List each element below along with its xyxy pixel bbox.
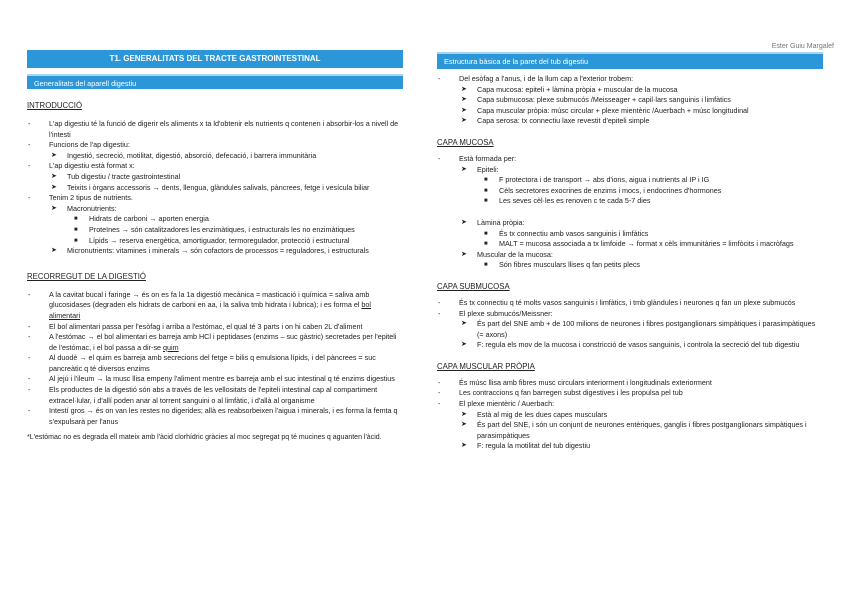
square-bullet-icon: ■ [484,241,488,248]
list-item: - Està formada per: [438,153,517,163]
square-bullet-icon: ■ [74,226,78,233]
list-item: - A l'estómac → el bol alimentari es barreja amb HCl i peptidases (enzims – suc gàstric) secretades per l'epiteli de l'estómac, i el bol passa a dir-se quim [28,332,397,352]
subtitle-bar [27,74,403,89]
mucosa-list [437,154,823,271]
square-bullet-icon: ■ [484,230,488,237]
submucosa-list [437,298,823,351]
list-item: ■ F protectora i de transport → abs d'ions, aigua i nutrients al IP i IG [484,175,710,185]
arrow-bullet-icon: ➤ [461,117,467,125]
muscular-list [437,378,823,452]
list-item: - A la cavitat bucal i faringe → és on es fa la 1a digestió mecànica = masticació i química = saliva amb glucosidases (degraden els hidrats de carboni en aa, i la saliva tmb hidrata i lubrica); i es forma el bol alimentari [28,289,372,320]
muscular-heading: CAPA MUSCULAR PRÒPIA [437,361,535,371]
list-item: ➤ Micronutrients: vitamines i minerals → són cofactors de processos = reguladores, i estructurals [51,246,369,256]
arrow-bullet-icon: ➤ [51,151,57,159]
list-item: ■ MALT = mucosa associada a tx limfoide → format x cèls immunitàries = limfòcits i macròfags [484,239,794,249]
arrow-bullet-icon: ➤ [51,247,57,255]
list-item: ➤ Tub digestiu / tracte gastrointestinal [51,171,181,181]
square-bullet-icon: ■ [74,237,78,244]
list-item: ➤ Capa muscular pròpia: músc circular + plexe mientèric /Auerbach + músc longitudinal [461,105,749,115]
subtitle: Generalitats del aparell digestiu [34,79,137,88]
list-item: ■ Són fibres musculars llises q fan petits plecs [484,260,641,270]
intro-heading: INTRODUCCIÓ [27,101,83,110]
list-item: - El bol alimentari passa per l'esòfag i arriba a l'estómac, el qual té 3 parts i on hi caben 2L d'aliment [28,321,363,331]
footnote: *L'estómac no es degrada ell mateix amb l'àcid clorhídric gràcies al moc segregat pq té mucines q aguanten l'àcid. [27,434,382,442]
list-item: ■ Hidrats de carboni → aporten energia [74,214,209,224]
main-title: T1. GENERALITATS DEL TRACTE GASTROINTESTINAL [109,54,321,63]
list-item: ■ Cèls secretores exocrines de enzims i mocs, i endocrines d'hormones [484,185,722,195]
list-item: - L'ap digestiu té la funció de digerir els aliments x ta ld'obtenir els nutrients q contenen i absorbir-los a nivell de l'intesti [28,119,399,139]
main-title-bar [27,50,403,68]
list-item: ➤ És part del SNE amb + de 100 milions de neurones i fibres postganglionars simpàtiques i parasimpàtiques (= axons) [461,319,816,339]
list-item: - Les contraccions q fan barregen subst digestives i les propulsa pel tub [438,388,683,398]
list-item: - El plexe mientèric / Auerbach: [438,399,555,409]
list-item: ➤ Capa serosa: tx connectiu laxe revestit d'epiteli simple [461,116,650,126]
list-item: ■ És tx connectiu amb vasos sanguinis i limfàtics [484,228,649,238]
arrow-bullet-icon: ➤ [461,96,467,104]
list-item: ➤ F: regula la motilitat del tub digestiu [461,441,591,451]
square-bullet-icon: ■ [484,187,488,194]
digestion-list [27,290,403,428]
square-bullet-icon: ■ [484,262,488,269]
arrow-bullet-icon: ➤ [461,442,467,450]
square-bullet-icon: ■ [74,216,78,223]
list-item: - Al duodè → el quim es barreja amb secrecions del fetge = bilis q emulsiona lípids, i del pàncrees = suc pancreàtic q té diversos enzims [28,353,376,373]
structure-title: Estructura bàsica de la paret del tub digestiu [444,57,588,66]
list-item: - Tenim 2 tipus de nutrients. [28,193,133,203]
structure-list [437,74,823,127]
list-item: ➤ Teixits i òrgans accessoris → dents, llengua, glàndules salivals, pàncrees, fetge i vesícula biliar [51,182,370,192]
arrow-bullet-icon: ➤ [461,106,467,114]
list-item: - El plexe submucós/Meissner: [438,308,553,318]
list-item: ■ Lípids → reserva energètica, amortiguador, termoregulador, protecció i estructural [74,235,350,245]
arrow-bullet-icon: ➤ [51,172,57,180]
mucosa-heading: CAPA MUCOSA [437,137,494,147]
arrow-bullet-icon: ➤ [461,85,467,93]
list-item: ➤ F: regula els mov de la mucosa i constricció de vasos sanguinis, i controla la secreció del tub digestiu [461,340,800,350]
left-column [27,0,403,444]
arrow-bullet-icon: ➤ [51,183,57,191]
list-item: - Funcions de l'ap digestiu: [28,140,130,150]
arrow-bullet-icon: ➤ [461,218,467,226]
list-item: - Els productes de la digestió són abs a través de les vellositats de l'epiteli intestinal cap al compartiment extracel·lular, i d'allí poden anar al torrent sanguini o al limfàtic, i d'allà al organisme [28,385,378,405]
list-item: ■ Les seves cèl·les es renoven c te cada 5-7 dies [484,196,651,206]
list-item: - És músc llisa amb fibres musc circulars interiorment i longitudinals exteriorment [438,377,712,387]
structure-title-bar [437,52,823,69]
list-item: ➤ Làmina pròpia: [461,217,525,227]
arrow-bullet-icon: ➤ [461,410,467,418]
square-bullet-icon: ■ [484,198,488,205]
digestion-heading: RECORREGUT DE LA DIGESTIÓ [27,271,146,281]
list-item: ➤ Muscular de la mucosa: [461,249,553,259]
author-name: Ester Guiu Margalef [771,43,834,50]
list-item: ➤ Capa mucosa: epiteli + làmina pròpia + muscular de la mucosa [461,84,678,94]
right-column [437,0,823,452]
list-item: ➤ Capa submucosa: plexe submucós /Meisseager + capil·lars sanguinis i limfàtics [461,95,731,105]
list-item: - Intestí gros → és on van les restes no digerides; allà es reabsorbeixen l'aigua i minerals, i es forma la femta q s'expulsarà per l'anus [28,406,398,426]
arrow-bullet-icon: ➤ [461,421,467,429]
list-item: ➤ Està al mig de les dues capes musculars [461,409,608,419]
square-bullet-icon: ■ [484,177,488,184]
list-item: - Al jejú i l'ileum → la musc llisa empeny l'aliment mentre es barreja amb el suc intestinal q té enzims digestius [28,374,395,384]
list-item: ■ Proteïnes → són catalitzadores les enzimàtiques, i estructurals les no enzimàtiques [74,224,355,234]
list-item: - L'ap digestiu està format x: [28,161,135,171]
list-item: ➤ Ingestió, secreció, motilitat, digestió, absorció, defecació, i barrera immunitària [51,150,317,160]
arrow-bullet-icon: ➤ [461,320,467,328]
arrow-bullet-icon: ➤ [461,341,467,349]
list-item: - És tx connectiu q té molts vasos sanguinis i limfàtics, i tmb glàndules i neurones q fan un plexe submucós [438,297,796,307]
arrow-bullet-icon: ➤ [461,250,467,258]
intro-list [27,119,403,257]
list-item: ➤ És part del SNE, i són un conjunt de neurones entèriques, ganglis i fibres postganglionars simpàtiques i parasimpàtiques [461,420,807,440]
list-item: ➤ Macronutrients: [51,203,117,213]
list-item: - Del esòfag a l'anus, i de la llum cap a l'exterior trobem: [438,74,634,83]
arrow-bullet-icon: ➤ [461,165,467,173]
arrow-bullet-icon: ➤ [51,204,57,212]
list-item: ➤ Epiteli: [461,164,499,174]
submucosa-heading: CAPA SUBMUCOSA [437,281,510,291]
